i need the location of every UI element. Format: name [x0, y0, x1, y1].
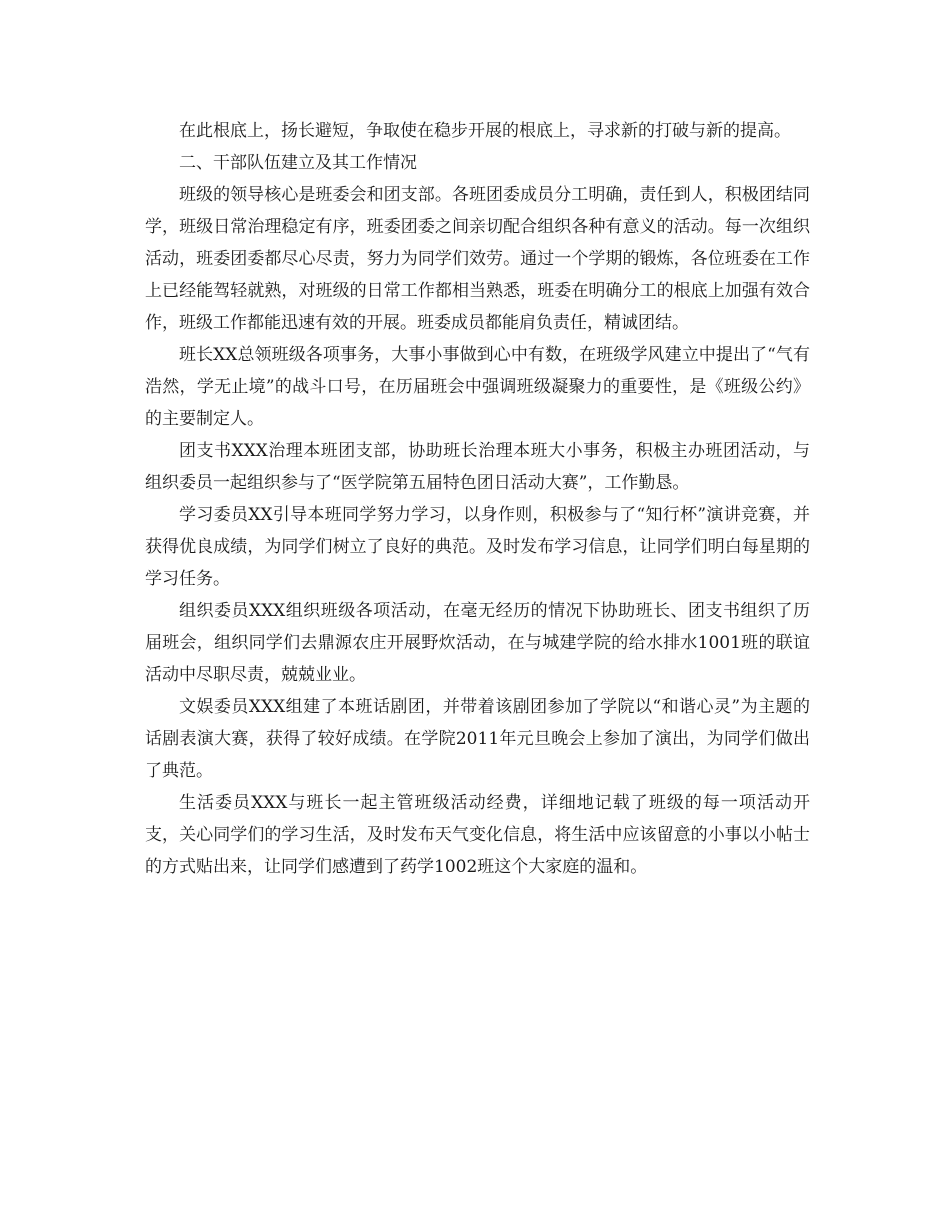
paragraph-entertainment-committee: 文娱委员XXX组建了本班话剧团，并带着该剧团参加了学院以“和谐心灵”为主题的话剧表演大赛，获得了较好成绩。在学院2011年元旦晚会上参加了演出，为同学们做出了典范。	[145, 697, 810, 781]
paragraph-life-committee: 生活委员XXX与班长一起主管班级活动经费，详细地记载了班级的每一项活动开支，关心同学们的学习生活，及时发布天气变化信息，将生活中应该留意的小事以小帖士的方式贴出来，让同学们感遭到了药学1002班这个大家庭的温和。	[145, 793, 810, 877]
document-body	[145, 115, 810, 883]
paragraph-monitor: 班长XX总领班级各项事务，大事小事做到心中有数，在班级学风建立中提出了“气有浩然，学无止境”的战斗口号，在历届班会中强调班级凝聚力的重要性，是《班级公约》的主要制定人。	[145, 345, 810, 429]
paragraph-league-secretary: 团支书XXX治理本班团支部，协助班长治理本班大小事务，积极主办班团活动，与组织委员一起组织参与了“医学院第五届特色团日活动大赛”，工作勤恳。	[145, 441, 810, 493]
paragraph-continuation: 在此根底上，扬长避短，争取使在稳步开展的根底上，寻求新的打破与新的提高。	[179, 121, 791, 141]
paragraph-study-committee: 学习委员XX引导本班同学努力学习，以身作则，积极参与了“知行杯”演讲竞赛，并获得优良成绩，为同学们树立了良好的典范。及时发布学习信息，让同学们明白每星期的学习任务。	[145, 505, 810, 589]
paragraph-organization-committee: 组织委员XXX组织班级各项活动，在毫无经历的情况下协助班长、团支书组织了历届班会，组织同学们去鼎源农庄开展野炊活动，在与城建学院的给水排水1001班的联谊活动中尽职尽责，兢兢业业。	[145, 601, 810, 685]
paragraph-class-leadership: 班级的领导核心是班委会和团支部。各班团委成员分工明确，责任到人，积极团结同学，班级日常治理稳定有序，班委团委之间亲切配合组织各种有意义的活动。每一次组织活动，班委团委都尽心尽责，努力为同学们效劳。通过一个学期的锻炼，各位班委在工作上已经能驾轻就熟，对班级的日常工作都相当熟悉，班委在明确分工的根底上加强有效合作，班级工作都能迅速有效的开展。班委成员都能肩负责任，精诚团结。	[145, 185, 810, 333]
section-heading: 二、干部队伍建立及其工作情况	[179, 153, 417, 173]
